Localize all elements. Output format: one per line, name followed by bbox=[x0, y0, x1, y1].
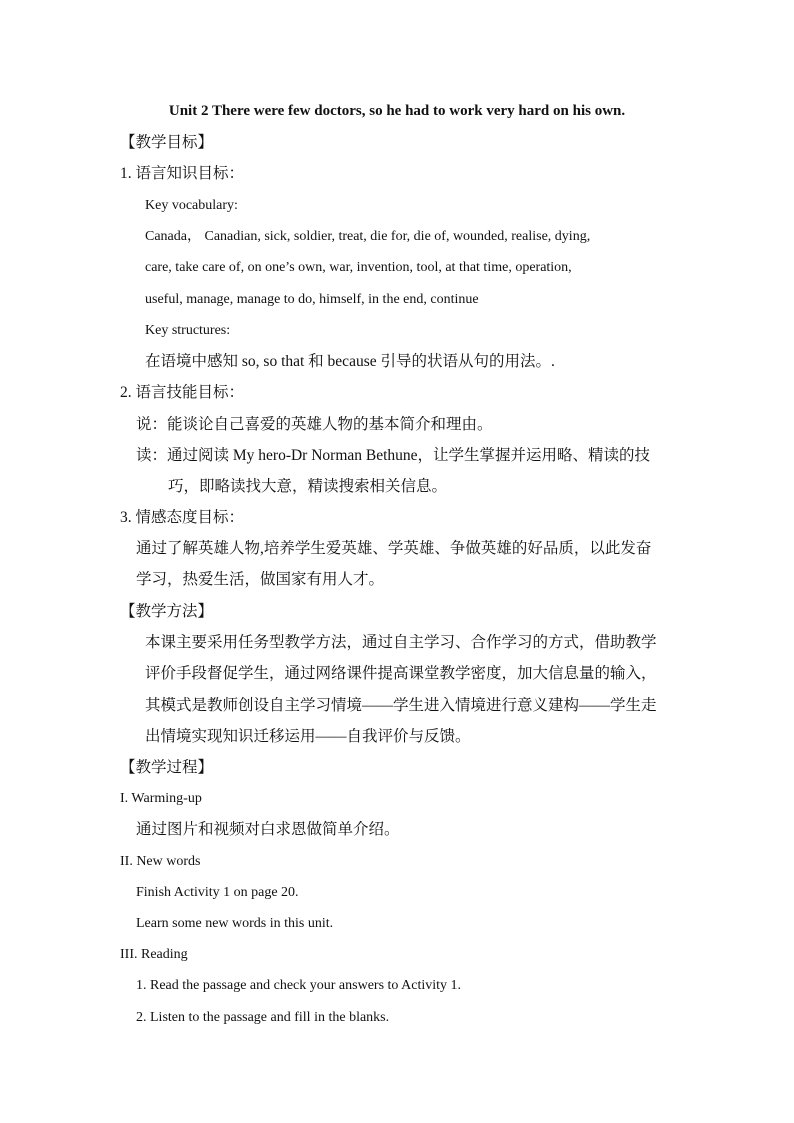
reading-skill: 读：通过阅读 My hero-Dr Norman Bethune，让学生掌握并运用略、精读的技 bbox=[136, 447, 651, 464]
emotion-objective: 通过了解英雄人物,培养学生爱英雄、学英雄、争做英雄的好品质，以此发奋 bbox=[136, 540, 652, 557]
emotion-objective: 学习，热爱生活，做国家有用人才。 bbox=[136, 571, 385, 588]
methods-paragraph-line: 出情境实现知识迁移运用——自我评价与反馈。 bbox=[145, 728, 471, 745]
objective-2-label: 2. 语言技能目标： bbox=[120, 384, 245, 401]
step-2-text: Finish Activity 1 on page 20. bbox=[136, 885, 299, 900]
key-structures-text: 在语境中感知 so, so that 和 because 引导的状语从句的用法。. bbox=[145, 353, 555, 370]
methods-paragraph-line: 其模式是教师创设自主学习情境——学生进入情境进行意义建构——学生走 bbox=[145, 697, 657, 714]
step-2-text: Learn some new words in this unit. bbox=[136, 916, 334, 931]
methods-paragraph-line: 评价手段督促学生，通过网络课件提高课堂教学密度，加大信息量的输入， bbox=[145, 665, 657, 682]
section-heading-objectives: 【教学目标】 bbox=[120, 134, 214, 151]
methods-paragraph-line: 本课主要采用任务型教学方法，通过自主学习、合作学习的方式，借助教学 bbox=[145, 634, 657, 651]
key-vocabulary-label: Key vocabulary: bbox=[145, 198, 238, 213]
step-1-text: 通过图片和视频对白求恩做简单介绍。 bbox=[136, 821, 400, 838]
vocabulary-line: Canada， Canadian, sick, soldier, treat, die for, die of, wounded, realise, dying, bbox=[145, 229, 591, 244]
step-2-label: II. New words bbox=[120, 854, 201, 869]
reading-skill: 巧，即略读找大意，精读搜索相关信息。 bbox=[168, 478, 448, 495]
step-3-text: 1. Read the passage and check your answers to Activity 1. bbox=[136, 978, 462, 993]
vocabulary-line: care, take care of, on one’s own, war, invention, tool, at that time, operation, bbox=[145, 260, 572, 275]
document-title: Unit 2 There were few doctors, so he had to work very hard on his own. bbox=[168, 103, 626, 119]
speaking-skill: 说：能谈论自己喜爱的英雄人物的基本简介和理由。 bbox=[136, 416, 493, 433]
vocabulary-line: useful, manage, manage to do, himself, in the end, continue bbox=[145, 292, 479, 307]
objective-1-label: 1. 语言知识目标： bbox=[120, 165, 245, 182]
step-3-text: 2. Listen to the passage and fill in the blanks. bbox=[136, 1010, 390, 1025]
objective-3-label: 3. 情感态度目标： bbox=[120, 509, 245, 526]
key-structures-label: Key structures: bbox=[145, 323, 231, 338]
step-3-label: III. Reading bbox=[120, 947, 188, 962]
step-1-label: I. Warming-up bbox=[120, 791, 202, 806]
section-heading-methods: 【教学方法】 bbox=[120, 603, 214, 620]
section-heading-process: 【教学过程】 bbox=[120, 759, 214, 776]
